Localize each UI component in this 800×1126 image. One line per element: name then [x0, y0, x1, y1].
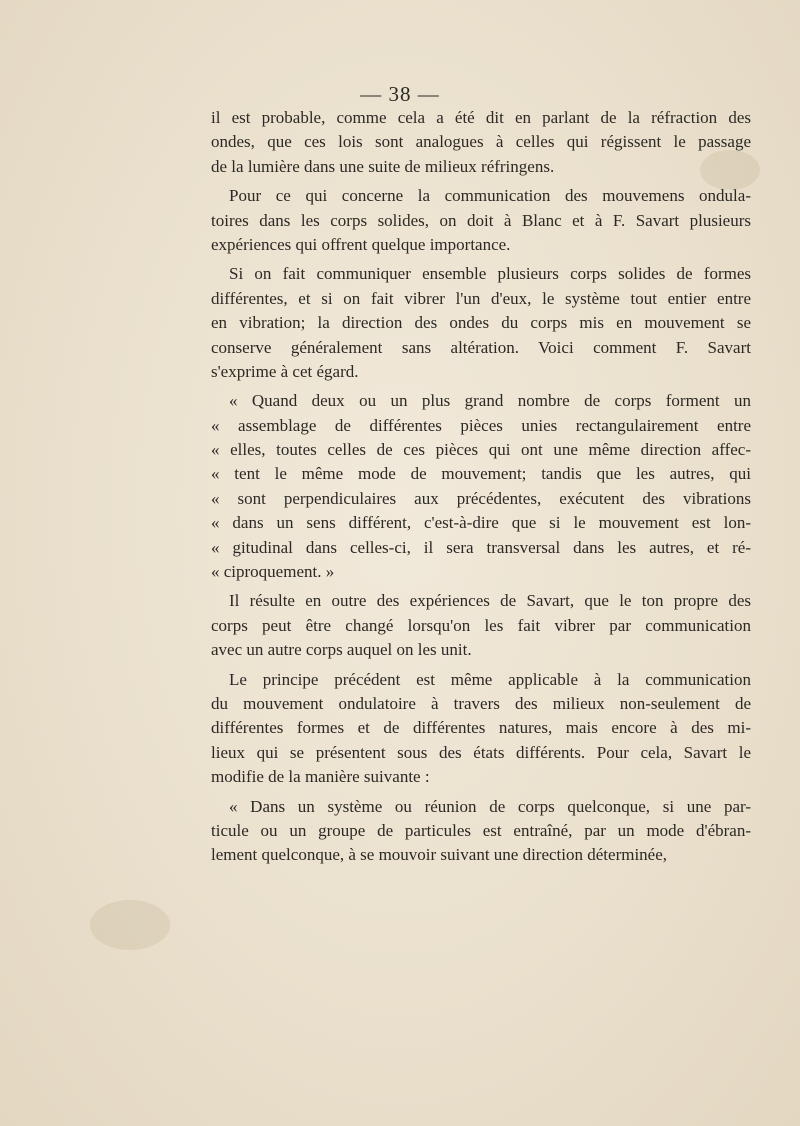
text-line: « dans un sens différent, c'est-à-dire que si le mouvement est lon- — [211, 513, 751, 533]
text-line: corps peut être changé lorsqu'on les fait vibrer par communication — [211, 615, 751, 635]
text-line: différentes, et si on fait vibrer l'un d'eux, le système tout entier entre — [211, 288, 751, 308]
text-line: Si on fait communiquer ensemble plusieurs corps solides de formes — [229, 264, 751, 284]
text-line: lieux qui se présentent sous des états différents. Pour cela, Savart le — [211, 742, 751, 762]
text-line: « elles, toutes celles de ces pièces qui ont une même direction affec- — [211, 440, 751, 460]
text-line: « tent le même mode de mouvement; tandis que les autres, qui — [211, 464, 751, 484]
text-line: Il résulte en outre des expériences de Savart, que le ton propre des — [229, 591, 751, 611]
body-text — [211, 106, 751, 868]
text-line: « sont perpendiculaires aux précédentes, exécutent des vibrations — [211, 488, 751, 508]
paper-stain — [90, 900, 170, 950]
text-line: ondes, que ces lois sont analogues à celles qui régissent le passage — [211, 132, 751, 152]
text-line: « gitudinal dans celles-ci, il sera transversal dans les autres, et ré- — [211, 537, 751, 557]
text-line: ticule ou un groupe de particules est entraîné, par un mode d'ébran- — [211, 820, 751, 840]
text-line: expériences qui offrent quelque importance. — [211, 234, 511, 254]
text-line: différentes formes et de différentes natures, mais encore à des mi- — [211, 718, 751, 738]
text-line: modifie de la manière suivante : — [211, 767, 430, 787]
text-line: de la lumière dans une suite de milieux réfringens. — [211, 156, 555, 176]
text-line: du mouvement ondulatoire à travers des milieux non-seulement de — [211, 693, 751, 713]
text-line: « assemblage de différentes pièces unies rectangulairement entre — [211, 415, 751, 435]
paragraph — [211, 184, 751, 257]
text-line: conserve généralement sans altération. Voici comment F. Savart — [211, 337, 751, 357]
paragraph — [211, 589, 751, 662]
quote-paragraph — [211, 795, 751, 868]
text-line: avec un autre corps auquel on les unit. — [211, 640, 472, 660]
text-line: il est probable, comme cela a été dit en parlant de la réfraction des — [211, 108, 751, 127]
text-line: en vibration; la direction des ondes du corps mis en mouvement se — [211, 313, 751, 333]
text-line: s'exprime à cet égard. — [211, 361, 359, 381]
text-line: lement quelconque, à se mouvoir suivant une direction déterminée, — [211, 845, 668, 865]
paragraph — [211, 668, 751, 790]
text-line: toires dans les corps solides, on doit à Blanc et à F. Savart plusieurs — [211, 210, 751, 230]
text-line: « Quand deux ou un plus grand nombre de corps forment un — [229, 391, 751, 411]
page-number: — 38 — — [360, 82, 440, 106]
text-line: Pour ce qui concerne la communication des mouvemens ondula- — [229, 186, 751, 206]
paragraph — [211, 262, 751, 384]
paragraph — [211, 106, 751, 179]
text-line: Le principe précédent est même applicable à la communication — [229, 669, 751, 689]
text-line: « ciproquement. » — [211, 562, 335, 582]
text-line: « Dans un système ou réunion de corps quelconque, si une par- — [229, 796, 751, 816]
quote-paragraph — [211, 389, 751, 584]
